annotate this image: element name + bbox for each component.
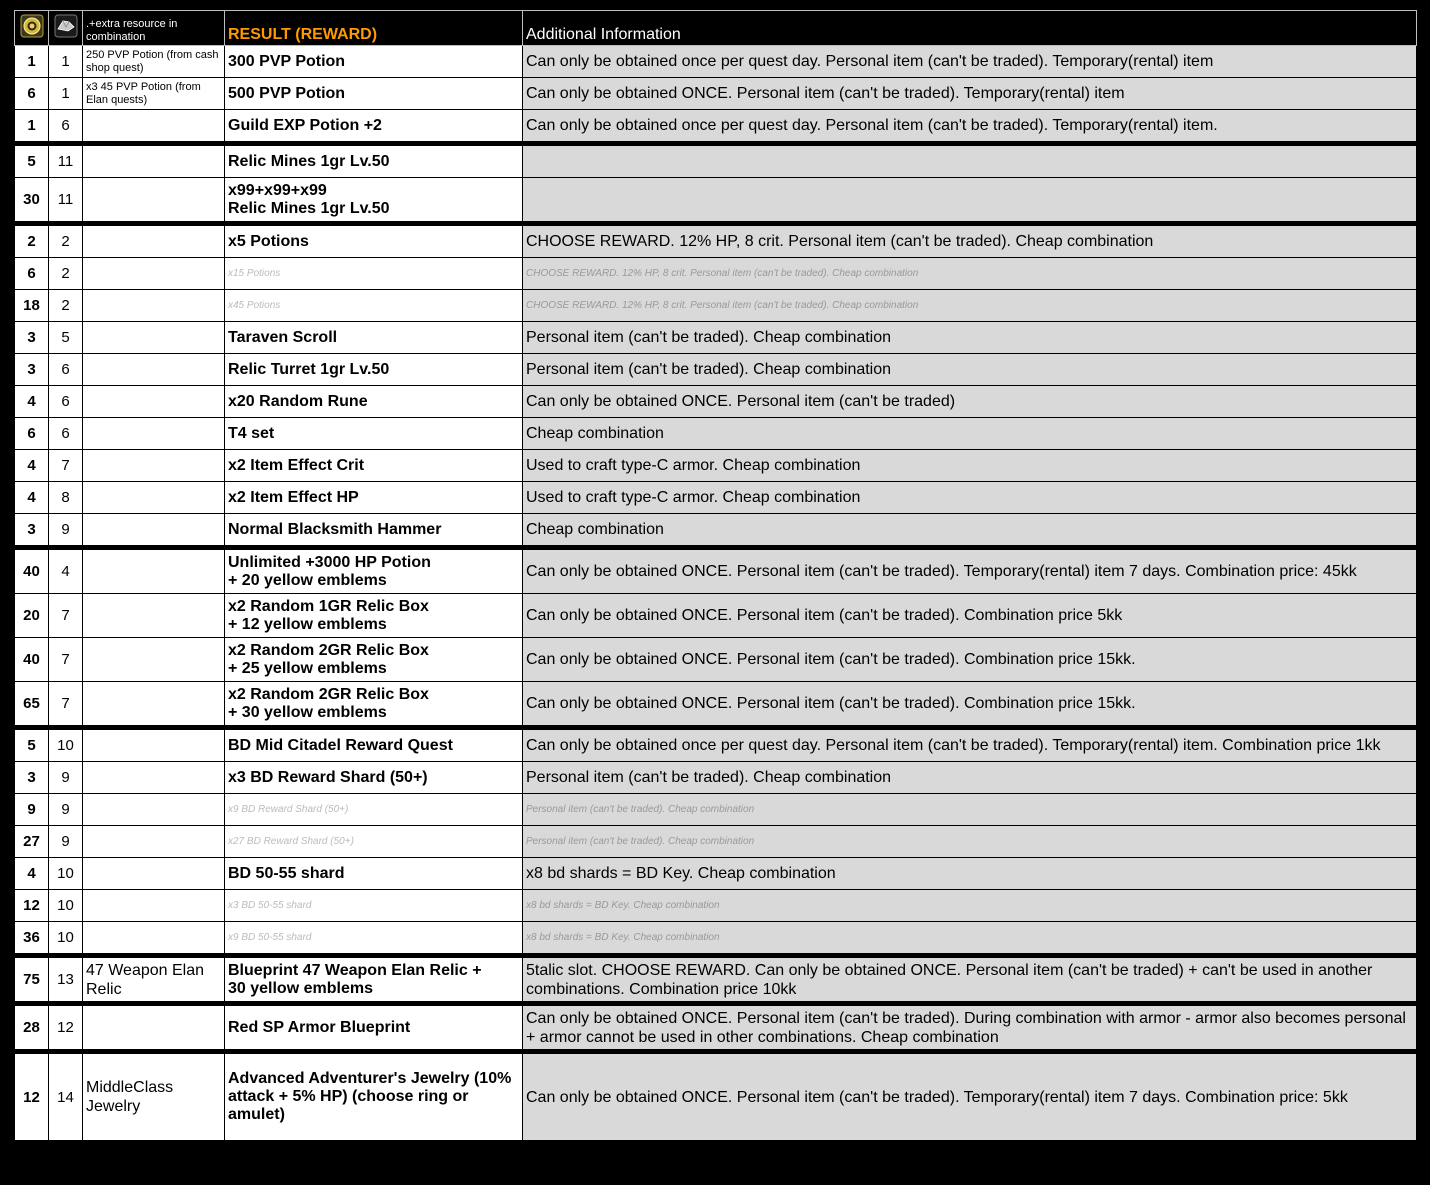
extra-resource-cell: [83, 146, 225, 178]
resource-count-cell: 11: [49, 178, 83, 222]
info-cell: CHOOSE REWARD. 12% HP, 8 crit. Personal item (can't be traded). Cheap combination: [523, 258, 1417, 290]
resource-count-cell: 6: [49, 354, 83, 386]
info-cell: x8 bd shards = BD Key. Cheap combination: [523, 858, 1417, 890]
gold-cost-cell: 40: [15, 550, 49, 594]
reward-cell: x2 Random 2GR Relic Box + 30 yellow emblems: [225, 682, 523, 726]
resource-count-cell: 2: [49, 258, 83, 290]
resource-count-cell: 10: [49, 730, 83, 762]
table-row: [15, 46, 1417, 78]
reward-cell: x2 Random 2GR Relic Box + 25 yellow emblems: [225, 638, 523, 682]
extra-resource-cell: [83, 550, 225, 594]
resource-count-cell: 7: [49, 638, 83, 682]
reward-cell: x99+x99+x99 Relic Mines 1gr Lv.50: [225, 178, 523, 222]
info-cell: Personal item (can't be traded). Cheap combination: [523, 322, 1417, 354]
table-row: [15, 418, 1417, 450]
column-header-info: Additional Information: [523, 11, 1417, 46]
gold-cost-cell: 6: [15, 258, 49, 290]
reward-cell: Relic Mines 1gr Lv.50: [225, 146, 523, 178]
table-row: [15, 762, 1417, 794]
reward-cell: Guild EXP Potion +2: [225, 110, 523, 142]
resource-count-cell: 9: [49, 826, 83, 858]
resource-count-cell: 10: [49, 922, 83, 954]
reward-table: [14, 10, 1417, 1141]
extra-resource-cell: [83, 594, 225, 638]
column-header-result: RESULT (REWARD): [225, 11, 523, 46]
reward-cell: Red SP Armor Blueprint: [225, 1006, 523, 1050]
gold-cost-cell: 20: [15, 594, 49, 638]
extra-resource-cell: [83, 858, 225, 890]
reward-cell: x9 BD Reward Shard (50+): [225, 794, 523, 826]
extra-resource-cell: [83, 514, 225, 546]
ore-crystal-icon: [54, 14, 78, 38]
table-row: [15, 290, 1417, 322]
resource-count-cell: 10: [49, 858, 83, 890]
extra-resource-cell: x3 45 PVP Potion (from Elan quests): [83, 78, 225, 110]
reward-cell: x45 Potions: [225, 290, 523, 322]
info-cell: Used to craft type-C armor. Cheap combination: [523, 482, 1417, 514]
reward-cell: Advanced Adventurer's Jewelry (10% attack + 5% HP) (choose ring or amulet): [225, 1054, 523, 1141]
reward-sheet: [14, 10, 1416, 1141]
reward-cell: 300 PVP Potion: [225, 46, 523, 78]
gold-cost-cell: 5: [15, 730, 49, 762]
gold-cost-cell: 75: [15, 958, 49, 1002]
gold-cost-cell: 3: [15, 514, 49, 546]
reward-cell: Blueprint 47 Weapon Elan Relic + 30 yellow emblems: [225, 958, 523, 1002]
resource-count-cell: 6: [49, 110, 83, 142]
info-cell: Can only be obtained ONCE. Personal item (can't be traded). Temporary(rental) item 7 days. Combination price: 45kk: [523, 550, 1417, 594]
gold-cost-cell: 65: [15, 682, 49, 726]
table-row: [15, 638, 1417, 682]
table-row: [15, 794, 1417, 826]
info-cell: CHOOSE REWARD. 12% HP, 8 crit. Personal item (can't be traded). Cheap combination: [523, 226, 1417, 258]
info-cell: Cheap combination: [523, 514, 1417, 546]
table-row: [15, 858, 1417, 890]
extra-resource-cell: [83, 482, 225, 514]
extra-resource-cell: [83, 682, 225, 726]
reward-cell: T4 set: [225, 418, 523, 450]
extra-resource-cell: [83, 354, 225, 386]
resource-count-cell: 14: [49, 1054, 83, 1141]
gold-cost-cell: 30: [15, 178, 49, 222]
extra-resource-cell: [83, 418, 225, 450]
table-row: [15, 730, 1417, 762]
table-row: [15, 258, 1417, 290]
gold-coin-icon: [20, 14, 44, 38]
extra-resource-cell: [83, 1006, 225, 1050]
table-row: [15, 550, 1417, 594]
table-row: [15, 226, 1417, 258]
resource-count-cell: 11: [49, 146, 83, 178]
reward-cell: x3 BD 50-55 shard: [225, 890, 523, 922]
info-cell: [523, 146, 1417, 178]
column-header-gold: [15, 11, 49, 46]
info-cell: 5talic slot. CHOOSE REWARD. Can only be obtained ONCE. Personal item (can't be traded) + can't be used in another combinations. Combination price 10kk: [523, 958, 1417, 1002]
info-cell: x8 bd shards = BD Key. Cheap combination: [523, 890, 1417, 922]
reward-cell: Taraven Scroll: [225, 322, 523, 354]
gold-cost-cell: 6: [15, 78, 49, 110]
header-row: [15, 11, 1417, 46]
gold-cost-cell: 2: [15, 226, 49, 258]
resource-count-cell: 6: [49, 386, 83, 418]
reward-cell: x2 Random 1GR Relic Box + 12 yellow emblems: [225, 594, 523, 638]
extra-resource-cell: [83, 762, 225, 794]
extra-resource-cell: [83, 922, 225, 954]
table-row: [15, 482, 1417, 514]
gold-cost-cell: 4: [15, 450, 49, 482]
gold-cost-cell: 3: [15, 762, 49, 794]
reward-cell: x2 Item Effect Crit: [225, 450, 523, 482]
table-row: [15, 322, 1417, 354]
extra-resource-cell: [83, 450, 225, 482]
reward-cell: x3 BD Reward Shard (50+): [225, 762, 523, 794]
gold-cost-cell: 40: [15, 638, 49, 682]
table-row: [15, 958, 1417, 1002]
gold-cost-cell: 27: [15, 826, 49, 858]
info-cell: Personal item (can't be traded). Cheap combination: [523, 826, 1417, 858]
resource-count-cell: 7: [49, 450, 83, 482]
gold-cost-cell: 28: [15, 1006, 49, 1050]
extra-resource-cell: [83, 178, 225, 222]
reward-cell: Unlimited +3000 HP Potion + 20 yellow emblems: [225, 550, 523, 594]
gold-cost-cell: 5: [15, 146, 49, 178]
resource-count-cell: 10: [49, 890, 83, 922]
resource-count-cell: 2: [49, 290, 83, 322]
reward-cell: Relic Turret 1gr Lv.50: [225, 354, 523, 386]
extra-resource-cell: [83, 638, 225, 682]
column-header-extra: .+extra resource in combination: [83, 11, 225, 46]
extra-resource-cell: [83, 826, 225, 858]
info-cell: Personal item (can't be traded). Cheap combination: [523, 794, 1417, 826]
info-cell: Personal item (can't be traded). Cheap combination: [523, 762, 1417, 794]
extra-resource-cell: [83, 890, 225, 922]
table-row: [15, 386, 1417, 418]
resource-count-cell: 8: [49, 482, 83, 514]
gold-cost-cell: 9: [15, 794, 49, 826]
gold-cost-cell: 12: [15, 1054, 49, 1141]
reward-cell: Normal Blacksmith Hammer: [225, 514, 523, 546]
resource-count-cell: 4: [49, 550, 83, 594]
reward-cell: x20 Random Rune: [225, 386, 523, 418]
resource-count-cell: 1: [49, 46, 83, 78]
info-cell: Can only be obtained once per quest day. Personal item (can't be traded). Temporary(rental) item. Combination price 1kk: [523, 730, 1417, 762]
table-row: [15, 354, 1417, 386]
gold-cost-cell: 12: [15, 890, 49, 922]
table-row: [15, 826, 1417, 858]
extra-resource-cell: [83, 258, 225, 290]
gold-cost-cell: 1: [15, 110, 49, 142]
info-cell: Can only be obtained ONCE. Personal item (can't be traded). Combination price 15kk.: [523, 682, 1417, 726]
extra-resource-cell: 47 Weapon Elan Relic: [83, 958, 225, 1002]
reward-cell: x9 BD 50-55 shard: [225, 922, 523, 954]
reward-cell: 500 PVP Potion: [225, 78, 523, 110]
table-row: [15, 1054, 1417, 1141]
gold-cost-cell: 18: [15, 290, 49, 322]
gold-cost-cell: 3: [15, 354, 49, 386]
gold-cost-cell: 4: [15, 482, 49, 514]
resource-count-cell: 7: [49, 682, 83, 726]
extra-resource-cell: [83, 226, 225, 258]
table-row: [15, 594, 1417, 638]
info-cell: CHOOSE REWARD. 12% HP, 8 crit. Personal item (can't be traded). Cheap combination: [523, 290, 1417, 322]
table-row: [15, 450, 1417, 482]
extra-resource-cell: [83, 110, 225, 142]
info-cell: Personal item (can't be traded). Cheap combination: [523, 354, 1417, 386]
info-cell: Can only be obtained ONCE. Personal item (can't be traded). Temporary(rental) item 7 days. Combination price: 5kk: [523, 1054, 1417, 1141]
resource-count-cell: 9: [49, 762, 83, 794]
table-row: [15, 178, 1417, 222]
gold-cost-cell: 36: [15, 922, 49, 954]
reward-cell: x5 Potions: [225, 226, 523, 258]
resource-count-cell: 9: [49, 514, 83, 546]
table-row: [15, 78, 1417, 110]
gold-cost-cell: 4: [15, 386, 49, 418]
extra-resource-cell: MiddleClass Jewelry: [83, 1054, 225, 1141]
table-row: [15, 922, 1417, 954]
info-cell: [523, 178, 1417, 222]
extra-resource-cell: [83, 322, 225, 354]
reward-cell: x27 BD Reward Shard (50+): [225, 826, 523, 858]
table-row: [15, 1006, 1417, 1050]
info-cell: Can only be obtained ONCE. Personal item (can't be traded). Combination price 15kk.: [523, 638, 1417, 682]
info-cell: Can only be obtained ONCE. Personal item (can't be traded). During combination with armor - armor also becomes personal + armor cannot be used in other combinations. Cheap combination: [523, 1006, 1417, 1050]
extra-resource-cell: [83, 794, 225, 826]
info-cell: Can only be obtained ONCE. Personal item (can't be traded). Combination price 5kk: [523, 594, 1417, 638]
info-cell: Can only be obtained ONCE. Personal item (can't be traded): [523, 386, 1417, 418]
extra-resource-cell: 250 PVP Potion (from cash shop quest): [83, 46, 225, 78]
resource-count-cell: 12: [49, 1006, 83, 1050]
info-cell: Used to craft type-C armor. Cheap combination: [523, 450, 1417, 482]
resource-count-cell: 7: [49, 594, 83, 638]
resource-count-cell: 5: [49, 322, 83, 354]
reward-cell: BD Mid Citadel Reward Quest: [225, 730, 523, 762]
column-header-resource: [49, 11, 83, 46]
gold-cost-cell: 6: [15, 418, 49, 450]
resource-count-cell: 13: [49, 958, 83, 1002]
reward-cell: x2 Item Effect HP: [225, 482, 523, 514]
reward-cell: x15 Potions: [225, 258, 523, 290]
table-row: [15, 890, 1417, 922]
resource-count-cell: 9: [49, 794, 83, 826]
info-cell: Cheap combination: [523, 418, 1417, 450]
reward-cell: BD 50-55 shard: [225, 858, 523, 890]
table-row: [15, 682, 1417, 726]
info-cell: Can only be obtained once per quest day. Personal item (can't be traded). Temporary(rental) item.: [523, 110, 1417, 142]
gold-cost-cell: 1: [15, 46, 49, 78]
extra-resource-cell: [83, 290, 225, 322]
table-row: [15, 514, 1417, 546]
info-cell: Can only be obtained once per quest day. Personal item (can't be traded). Temporary(rental) item: [523, 46, 1417, 78]
table-row: [15, 110, 1417, 142]
resource-count-cell: 1: [49, 78, 83, 110]
resource-count-cell: 2: [49, 226, 83, 258]
info-cell: x8 bd shards = BD Key. Cheap combination: [523, 922, 1417, 954]
gold-cost-cell: 4: [15, 858, 49, 890]
extra-resource-cell: [83, 730, 225, 762]
info-cell: Can only be obtained ONCE. Personal item (can't be traded). Temporary(rental) item: [523, 78, 1417, 110]
resource-count-cell: 6: [49, 418, 83, 450]
gold-cost-cell: 3: [15, 322, 49, 354]
extra-resource-cell: [83, 386, 225, 418]
table-row: [15, 146, 1417, 178]
